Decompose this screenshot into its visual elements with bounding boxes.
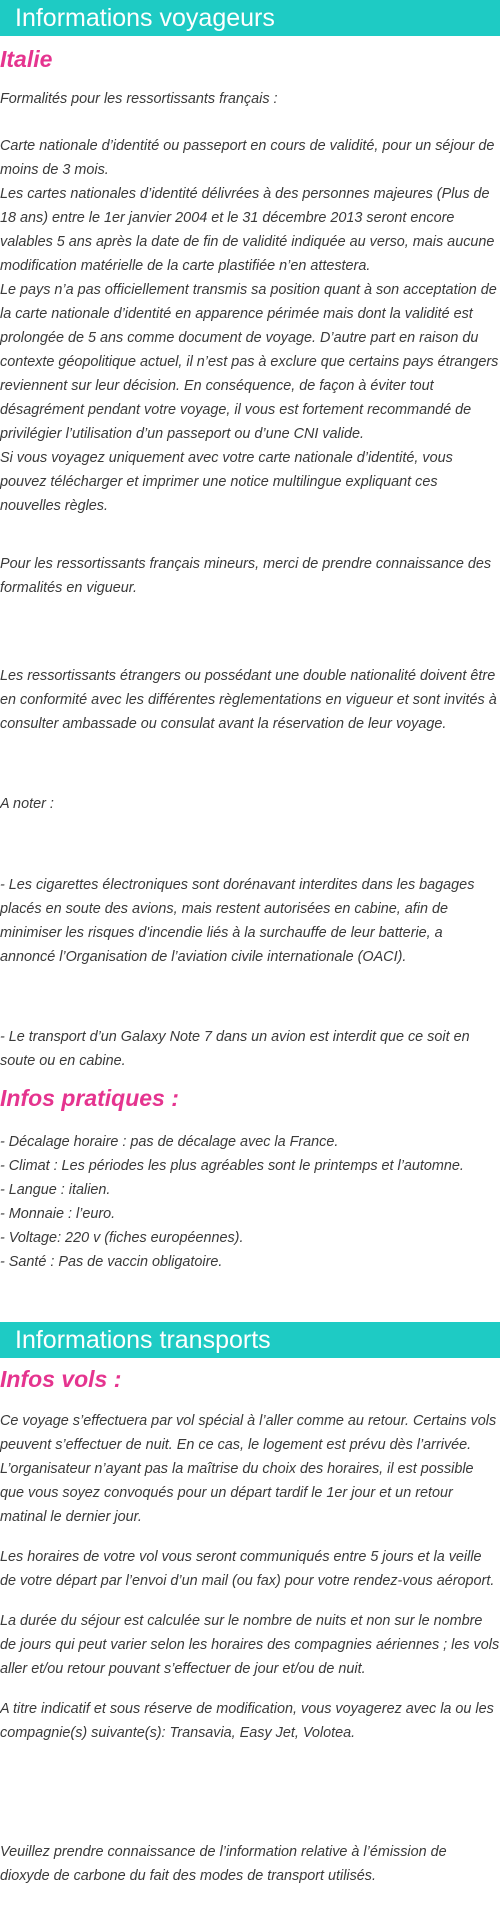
a-noter-label: A noter : [0,796,54,812]
id-line-3: Le pays n’a pas officiellement transmis sa position quant à son acceptation de la carte nationale d’identité en apparence périmée mais dont la validité est prolongée de 5 ans comme document de voyage. D’autre part en raison du contexte géopolitique actuel, il n’est pas à exclure que certains pays étrangers reviennent sur leur décision. En conséquence, de façon à éviter tout désagrément pendant votre voyage, il vous est fortement recommandé de privilégier l’utilisation d’un passeport ou d’une CNI valide. [0,282,499,442]
vols-paragraph-2: Les horaires de votre vol vous seront communiqués entre 5 jours et la veille de votre départ par l’envoi d’un mail (ou fax) pour votre rendez-vous aéroport. [0,1549,495,1589]
list-item: - Santé : Pas de vaccin obligatoire. [0,1254,223,1270]
galaxy-note: - Le transport d’un Galaxy Note 7 dans un avion est interdit que ce soit en soute ou en cabine. [0,1029,470,1069]
infos-pratiques-heading: Infos pratiques : [0,1085,179,1111]
vols-paragraph-1: Ce voyage s’effectuera par vol spécial à l’aller comme au retour. Certains vols peuvent s’effectuer de nuit. En ce cas, le logement est prévu dès l’arrivée. L’organisateur n’ayant pas la maîtrise du choix des horaires, il est possible que vous soyez convoqués pour un départ tardif le 1er jour et un retour matinal le dernier jour. [0,1413,497,1525]
vols-paragraph-5: Veuillez prendre connaissance de l’information relative à l’émission de dioxyde de carbone du fait des modes de transport utilisés. [0,1844,447,1884]
list-item: - Climat : Les périodes les plus agréables sont le printemps et l’automne. [0,1158,464,1174]
list-item: - Langue : italien. [0,1182,111,1198]
banner-title: Informations transports [15,1326,271,1354]
id-line-2: Les cartes nationales d’identité délivrées à des personnes majeures (Plus de 18 ans) entre le 1er janvier 2004 et le 31 décembre 2013 seront encore valables 5 ans après la date de fin de validité indiquée au verso, mais aucune modification matérielle de la carte plastifiée n’en attestera. [0,186,495,274]
list-item: - Voltage: 220 v (fiches européennes). [0,1230,244,1246]
id-paragraph [0,134,500,518]
banner-informations-transports [0,1322,500,1358]
list-item: - Décalage horaire : pas de décalage avec la France. [0,1134,339,1150]
etrangers-paragraph: Les ressortissants étrangers ou possédant une double nationalité doivent être en conformité avec les différentes règlementations en vigueur et sont invités à consulter ambassade ou consulat avant la réservation de leur voyage. [0,668,497,732]
infos-pratiques-list [0,1130,500,1274]
mineurs-paragraph: Pour les ressortissants français mineurs, merci de prendre connaissance des formalités en vigueur. [0,556,492,596]
formalites-label: Formalités pour les ressortissants français : [0,91,278,107]
list-item: - Monnaie : l’euro. [0,1206,116,1222]
banner-title: Informations voyageurs [15,4,275,32]
country-heading: Italie [0,46,53,72]
infos-vols-heading: Infos vols : [0,1366,122,1392]
vols-paragraph-4: A titre indicatif et sous réserve de modification, vous voyagerez avec la ou les compagnie(s) suivante(s): Transavia, Easy Jet, Volotea. [0,1701,494,1741]
banner-informations-voyageurs [0,0,500,36]
id-line-4: Si vous voyagez uniquement avec votre carte nationale d’identité, vous pouvez télécharger et imprimer une notice multilingue expliquant ces nouvelles règles. [0,450,453,514]
vols-paragraph-3: La durée du séjour est calculée sur le nombre de nuits et non sur le nombre de jours qui peut varier selon les horaires des compagnies aériennes ; les vols aller et/ou retour pouvant s’effectuer de jour et/ou de nuit. [0,1613,500,1677]
cigarettes-note: - Les cigarettes électroniques sont dorénavant interdites dans les bagages placés en soute des avions, mais restent autorisées en cabine, afin de minimiser les risques d'incendie liés à la surchauffe de leur batterie, a annoncé l’Organisation de l’aviation civile internationale (OACI). [0,877,475,965]
id-line-1: Carte nationale d’identité ou passeport en cours de validité, pour un séjour de moins de 3 mois. [0,138,495,178]
